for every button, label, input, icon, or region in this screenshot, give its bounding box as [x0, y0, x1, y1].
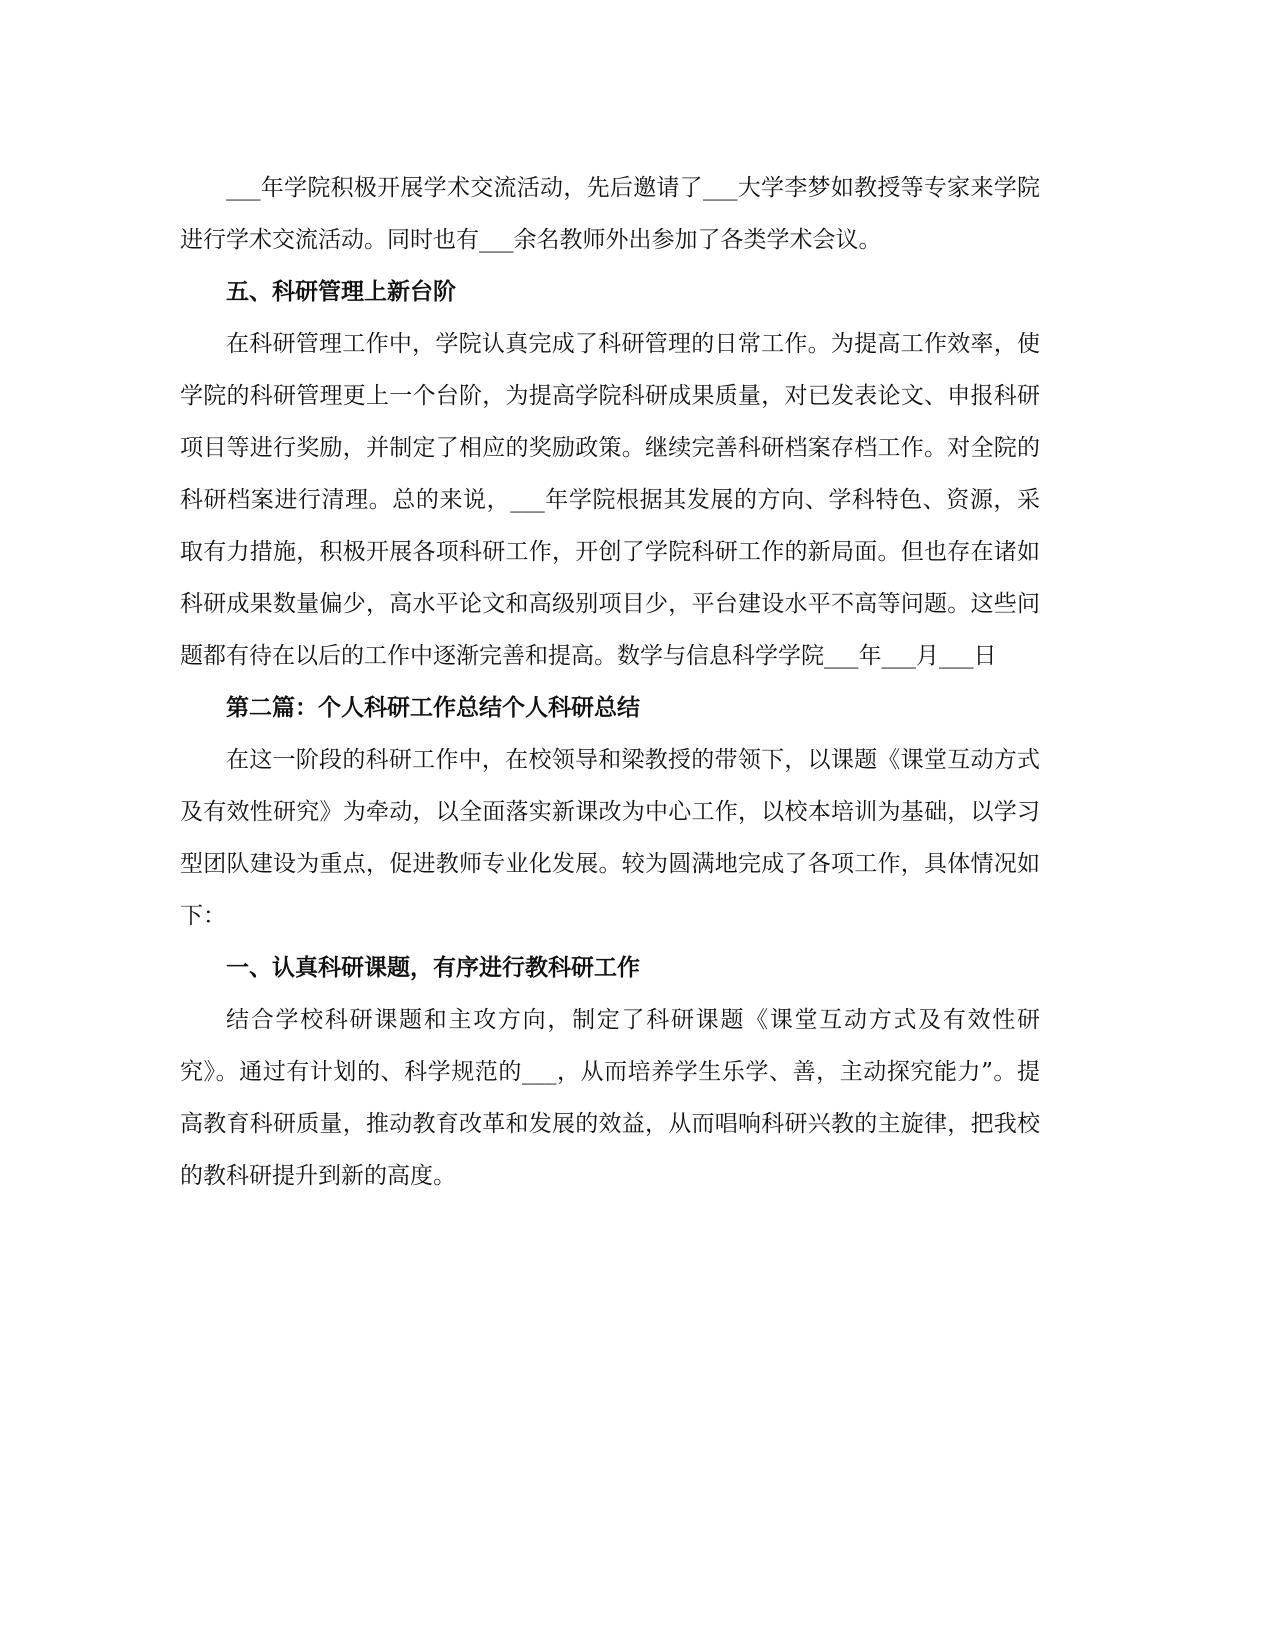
section-heading-research-topics: 一、认真科研课题，有序进行教科研工作 [226, 955, 640, 981]
document-body [180, 162, 1040, 1202]
paragraph-research-management: 在科研管理工作中，学院认真完成了科研管理的日常工作。为提高工作效率，使学院的科研管理更上一个台阶，为提高学院科研成果质量，对已发表论文、申报科研项目等进行奖励，并制定了相应的奖励政策。继续完善科研档案存档工作。对全院的科研档案进行清理。总的来说，___年学院根据其发展的方向、学科特色、资源，采取有力措施，积极开展各项科研工作，开创了学院科研工作的新局面。但也存在诸如科研成果数量偏少，高水平论文和高级别项目少，平台建设水平不高等问题。这些问题都有待在以后的工作中逐渐完善和提高。数学与信息科学学院___年___月___日 [180, 331, 1040, 669]
paragraph-academic-exchange: ___年学院积极开展学术交流活动，先后邀请了___大学李梦如教授等专家来学院进行学术交流活动。同时也有___余名教师外出参加了各类学术会议。 [180, 175, 1040, 253]
paragraph-personal-intro: 在这一阶段的科研工作中，在校领导和梁教授的带领下，以课题《课堂互动方式及有效性研究》为牵动，以全面落实新课改为中心工作，以校本培训为基础，以学习型团队建设为重点，促进教师专业化发展。较为圆满地完成了各项工作，具体情况如下： [180, 747, 1040, 929]
section-heading-research-management: 五、科研管理上新台阶 [226, 279, 456, 305]
chapter-heading-personal-summary: 第二篇：个人科研工作总结个人科研总结 [226, 695, 640, 721]
paragraph-research-topics: 结合学校科研课题和主攻方向，制定了科研课题《课堂互动方式及有效性研究》。通过有计划的、科学规范的___，从而培养学生乐学、善，主动探究能力”。提高教育科研质量，推动教育改革和发展的效益，从而唱响科研兴教的主旋律，把我校的教科研提升到新的高度。 [180, 1007, 1040, 1189]
